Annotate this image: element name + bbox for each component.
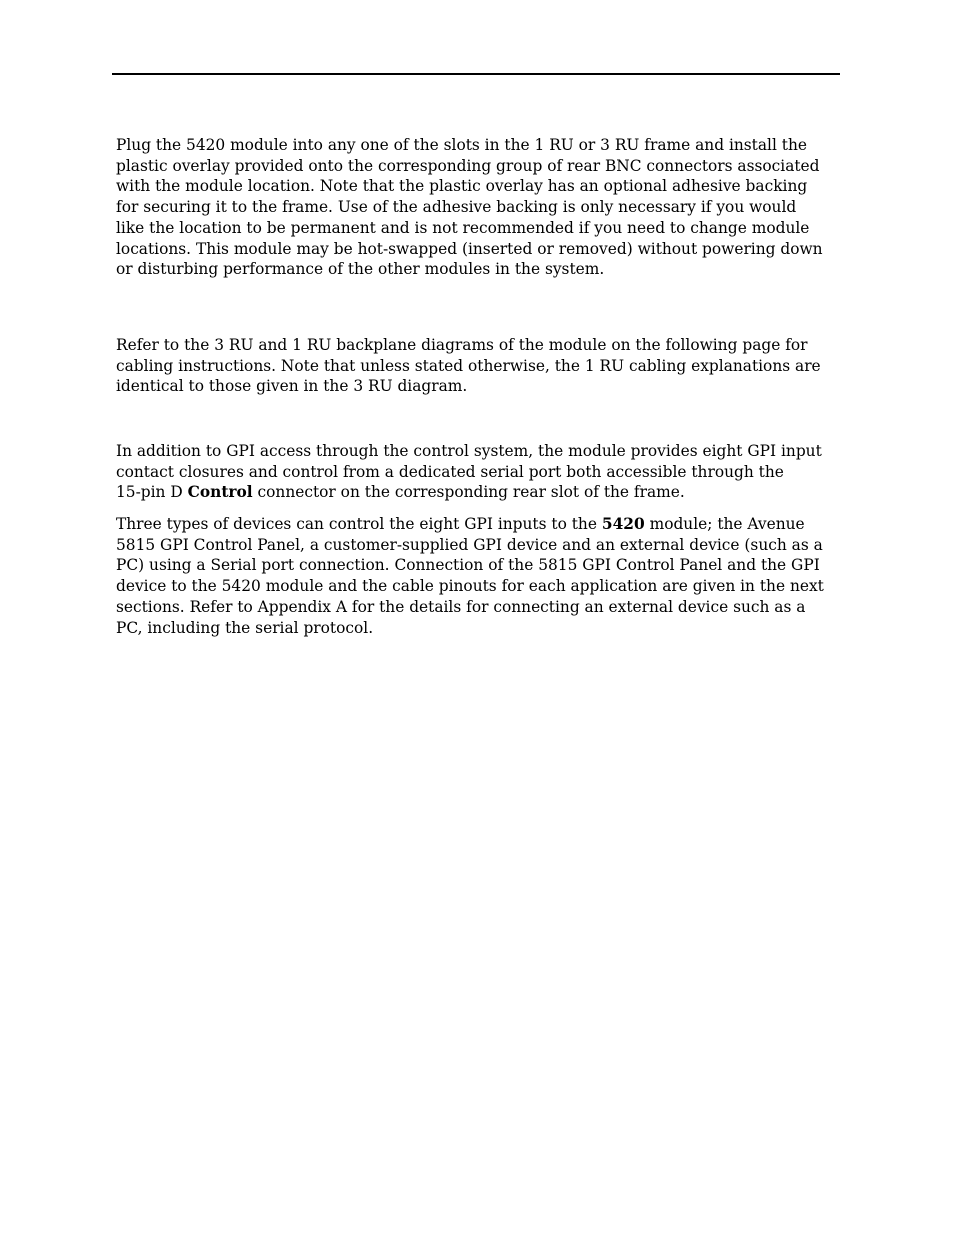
text-run: connector on the corresponding rear slot of the frame. [252,483,685,502]
text-run: Three types of devices can control the eight GPI inputs to the [116,515,602,533]
text-line: device to the 5420 module and the cable pinouts for each application are given in the next [116,577,824,596]
text-line: PC) using a Serial port connection. Connection of the 5815 GPI Control Panel and the GPI [116,556,820,575]
text-line: Refer to the 3 RU and 1 RU backplane diagrams of the module on the following page for [116,336,808,354]
text-line: with the module location. Note that the plastic overlay has an optional adhesive backing [116,177,808,196]
text-run: 15-pin D [116,483,188,502]
header-rule [112,73,840,75]
text-line: locations. This module may be hot-swapped (inserted or removed) without powering down [116,239,823,258]
installation-paragraph [116,135,846,280]
text-line: contact closures and control from a dedicated serial port both accessible through the [116,462,784,481]
text-line: like the location to be permanent and is not recommended if you need to change module [116,218,810,237]
text-line [116,482,846,503]
control-connector-term: Control [187,483,253,502]
text-line: for securing it to the frame. Use of the adhesive backing is only necessary if you would [116,198,797,217]
text-line: Plug the 5420 module into any one of the slots in the 1 RU or 3 RU frame and install the [116,136,807,154]
text-line: or disturbing performance of the other modules in the system. [116,260,605,279]
text-line: sections. Refer to Appendix A for the details for connecting an external device such as a [116,597,806,616]
text-line: plastic overlay provided onto the corresponding group of rear BNC connectors associated [116,156,820,175]
text-line: In addition to GPI access through the control system, the module provides eight GPI input [116,442,822,460]
text-line: cabling instructions. Note that unless stated otherwise, the 1 RU cabling explanations are [116,356,821,375]
text-line [116,514,846,535]
text-line: PC, including the serial protocol. [116,618,374,637]
module-number-term: 5420 [601,515,645,533]
text-line: identical to those given in the 3 RU diagram. [116,377,468,396]
gpi-devices-paragraph [116,514,846,638]
text-line: 5815 GPI Control Panel, a customer-supplied GPI device and an external device (such as a [116,535,823,554]
text-run: module; the Avenue [644,515,805,533]
cabling-paragraph [116,335,846,397]
gpi-access-paragraph [116,441,846,503]
